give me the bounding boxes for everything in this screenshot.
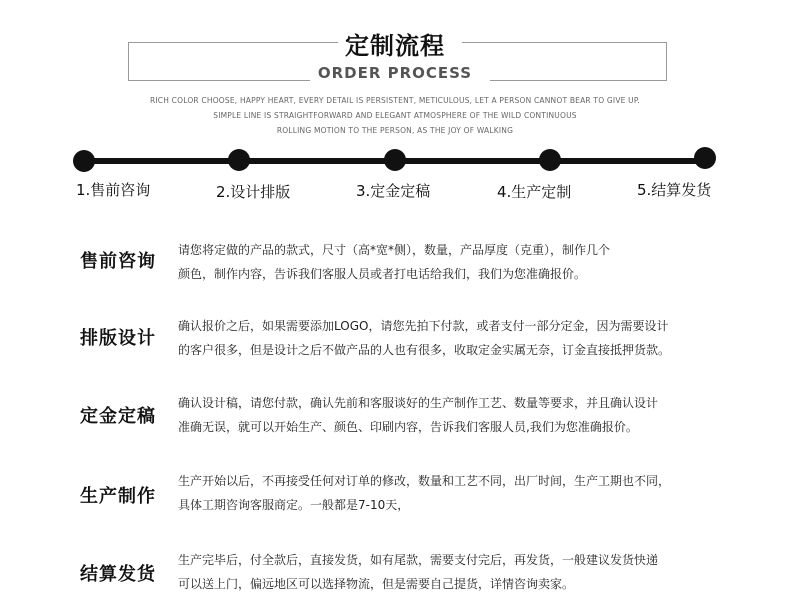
tagline-line-3: ROLLING MOTION TO THE PERSON, AS THE JOY OF WALKING [276, 126, 514, 135]
step-label-5: 5.结算发货 [637, 181, 712, 199]
timeline-dot-5 [694, 147, 716, 169]
timeline-dot-4 [539, 149, 561, 171]
step-label-1: 1.售前咨询 [76, 181, 151, 199]
section-title-presale: 售前咨询 [80, 251, 156, 272]
section-title-shipping: 结算发货 [80, 564, 156, 585]
section-line: 可以送上门，偏远地区可以选择物流，但是需要自己提货，详情咨询卖家。 [178, 577, 575, 591]
page-subtitle: ORDER PROCESS [317, 64, 473, 82]
section-body-layout [178, 314, 738, 362]
section-title-production: 生产制作 [80, 486, 156, 507]
section-line: 颜色，制作内容，告诉我们客服人员或者打电话给我们，我们为您准确报价。 [178, 267, 587, 281]
section-body-shipping [178, 548, 738, 596]
section-line: 的客户很多，但是设计之后不做产品的人也有很多，收取定金实属无奈，订金直接抵押货款。 [178, 343, 671, 357]
section-line: 确认报价之后，如果需要添加LOGO，请您先拍下付款，或者支付一部分定金，因为需要设计 [178, 319, 669, 333]
section-line: 生产开始以后，不再接受任何对订单的修改，数量和工艺不同，出厂时间，生产工期也不同， [178, 474, 671, 488]
section-body-deposit [178, 391, 738, 439]
section-title-layout: 排版设计 [80, 328, 156, 349]
section-line: 生产完毕后，付全款后，直接发货，如有尾款，需要支付完后，再发货，一般建议发货快递 [178, 553, 659, 567]
section-line: 请您将定做的产品的款式，尺寸（高*宽*侧），数量，产品厚度（克重），制作几个 [178, 243, 611, 257]
section-line: 准确无误，就可以开始生产、颜色、印刷内容，告诉我们客服人员,我们为您准确报价。 [178, 420, 638, 434]
section-line: 确认设计稿，请您付款，确认先前和客服谈好的生产制作工艺、数量等要求，并且确认设计 [178, 396, 659, 410]
section-title-deposit: 定金定稿 [80, 406, 156, 427]
timeline-dot-1 [73, 150, 95, 172]
page-title: 定制流程 [345, 32, 445, 60]
tagline-line-1: RICH COLOR CHOOSE, HAPPY HEART, EVERY DETAIL IS PERSISTENT, METICULOUS, LET A PERSON CANNOT BEAR TO GIVE UP. [149, 96, 641, 105]
step-label-4: 4.生产定制 [497, 183, 572, 201]
step-label-3: 3.定金定稿 [356, 182, 431, 200]
step-label-2: 2.设计排版 [216, 183, 291, 201]
section-body-production [178, 469, 738, 517]
timeline-dot-3 [384, 149, 406, 171]
section-body-presale [178, 238, 738, 286]
section-line: 具体工期咨询客服商定。一般都是7-10天， [178, 498, 410, 512]
tagline-line-2: SIMPLE LINE IS STRAIGHTFORWARD AND ELEGANT ATMOSPHERE OF THE WILD CONTINUOUS [213, 111, 577, 120]
timeline-dot-2 [228, 149, 250, 171]
